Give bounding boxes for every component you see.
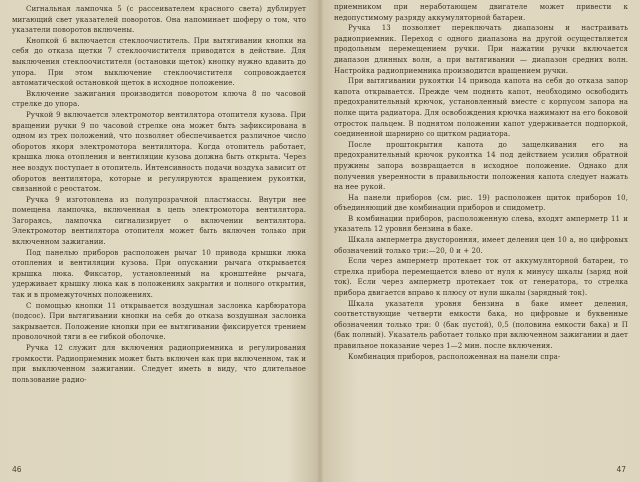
paragraph: Если через амперметр протекает ток от аккумуляторной батареи, то стрелка прибора перемещается влево от нуля к минусу шкалы (заряд ной ток). Если через амперметр протекает ток от генератора, то стрелка прибора двигается вправо к плюсу от нули шкалы (зарядный ток). [334,256,628,298]
paragraph: Ручкой 9 включается электромотор вентилятора отопителя кузова. При вращении ручки 9 по часовой стрелке она может быть зафиксирована в одном из трех положений, что позволяет обеспечивается различное число оборотов якоря электромотора вентилятора. Когда отопитель работает, крышка люка отопления и вентиляции кузова должна быть открыта. Через нее воздух поступает в отопитель. Интенсивность подачи воздуха зависит от оборотов вентилятора, которые и регулируются вращением рукоятки, связанной с реостатом. [12,109,306,194]
paragraph: Ручка 12 служит для включения радиоприемника и регулирования громкости. Радиоприемник может быть включен как при включенном, так и при выключенном зажигании. Следует иметь в виду, что длительное пользование радио- [12,343,306,384]
page-number: 46 [12,465,22,474]
paragraph: Под панелью приборов расположен рычаг 10 привода крышки люка отопления и вентиляции кузова. При опускании рычага открывается крышка люка. Фиксатор, установленный на кронштейне рычага, удерживает крышку люка как в положениях закрытия и полного открытия, так и в промежуточных положениях. [12,247,306,300]
paragraph: Кнопкой 6 включается стеклоочиститель. При вытягивании кнопки на себя до отказа щетки 7 стеклоочистителя приводятся в действие. Для выключения стеклоочистителя (остановки щеток) кнопку нужно вдавить до упора. При этом выключение стеклоочистителя сопровождается автоматической остановкой щеток в исходное положение. [12,35,306,88]
paragraph: Комбинация приборов, расположенная на панели спра- [348,351,561,361]
right-page [320,0,640,482]
paragraph: Шкала амперметра двусторонняя, имеет деления цен 10 а, но цифровых обозначений только три:—20, 0 и + 20. [334,235,628,255]
paragraph: На панели приборов (см. рис. 19) расположен щиток приборов 10, объединяющий две комбинации приборов и спидометр. [334,192,628,213]
paragraph: Сигнальная лампочка 5 (с рассеивателем красного света) дублирует мигающий свет указателей поворотов. Она напоминает шоферу о том, что указатели поворотов включены. [12,4,306,35]
paragraph: Включение зажигания производится поворотом ключа 8 по часовой стрелке до упора. [12,88,306,109]
paragraph: В комбинации приборов, расположенную слева, входят амперметр 11 и указатель 12 уровня бензина в баке. [334,213,628,234]
paragraph: приемником при неработающем двигателе может привести к недопустимому разряду аккумуляторной батареи. [334,2,628,22]
paragraph: Ручка 13 позволяет переключать диапазоны и настраивать радиоприемник. Переход с одного диапазона на другой осуществляется продольным перемещением ручки. При нажатии ручки включается диапазон длинных волн, а при вытягивании — диапазон средних волн. Настройка радиоприемника производится вращением ручки. [334,23,628,75]
paragraph: С помощью кнопки 11 открывается воздушная заслонка карбюратора (подсос). При вытягивании кнопки на себя до отказа воздушная заслонка закрывается. Положение кнопки при ее вытягивании фиксируется трением проволочной тяги в ее гибкой оболочке. [12,300,306,342]
page-number: 47 [616,465,626,474]
paragraph: После проштокрытия капота до защелкивания его на предохранительный крючок рукоятка 14 под действием усилия обратной пружины запора возвращается в исходное положение. Однако для получения уверенности в правильности положения капота следует нажать на нее рукой. [334,139,628,192]
paragraph: При вытягивании рукоятки 14 привода капота на себя до отказа запор капота открывается. Прежде чем поднять капот, необходимо освободить предохранительный крючок, установленный вместе с корпусом запора на полке щита радиатора. Для освобождения крючка нажимают на его боковой отросток пальцем. В поднятом положении капот удерживается подпоркой, соединенной шарнирно со щитком радиатора. [334,76,628,139]
paragraph: Ручка 9 изготовлена из полупрозрачной пластмассы. Внутри нее помещена лампочка, включенная в цепь электромотора вентилятора. Загораясь, лампочка сигнализирует о включении вентилятора. Электромотор вентилятора отопителя может быть включен только при включенном зажигании. [12,194,306,247]
paragraph: Шкала указателя уровня бензина в баке имеет деления, соответствующие четверти емкости бака, но цифровые и буквенные обозначения только три: 0 (бак пустой), 0,5 (половина емкости бака) и П (бак полный). Указатель работает только при включенном зажигании и дает правильное показание через 1—2 мин. после включения. [334,298,628,350]
